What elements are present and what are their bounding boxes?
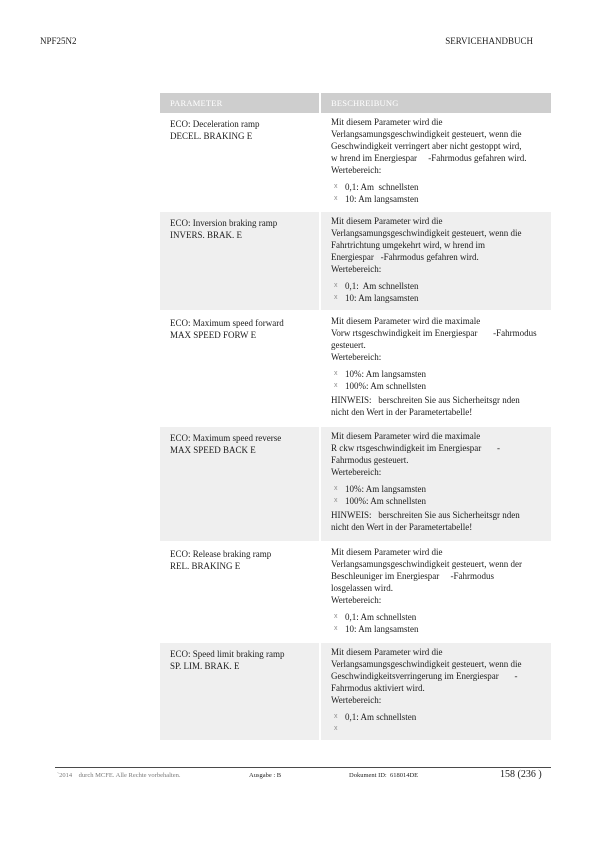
value-range-item: [331, 193, 545, 205]
safety-note: [331, 394, 545, 418]
safety-note: [331, 509, 545, 533]
description-line: Verlangsamungsgeschwindigkeit gesteuert, wenn die: [331, 228, 522, 238]
bullet-icon: x: [334, 282, 338, 289]
value-range-list: [331, 181, 545, 205]
column-header-parameter: PARAMETER: [160, 93, 319, 113]
description-line: Energiespar -Fahrmodus gefahren wird.: [331, 252, 479, 262]
footer-rule: [55, 767, 551, 768]
description-cell: [321, 427, 551, 541]
value-range-text: 10%: Am langsamsten: [345, 484, 426, 494]
parameter-cell: [160, 312, 319, 425]
value-range-item: [331, 623, 545, 635]
description-line: losgelassen wird.: [331, 583, 393, 593]
parameter-cell: [160, 427, 319, 541]
bullet-icon: x: [334, 183, 338, 190]
parameter-cell: [160, 643, 319, 740]
bullet-icon: x: [334, 725, 338, 732]
bullet-icon: x: [334, 294, 338, 301]
value-range-label: Wertebereich:: [331, 595, 382, 605]
value-range-item: [331, 368, 545, 380]
note-line: nicht den Wert in der Parametertabelle!: [331, 407, 473, 417]
table-row: [160, 427, 551, 541]
value-range-text: 0,1: Am schnellsten: [345, 612, 417, 622]
value-range-label: Wertebereich:: [331, 264, 382, 274]
value-range-item: [331, 181, 545, 193]
parameter-cell: [160, 543, 319, 641]
value-range-label: Wertebereich:: [331, 352, 382, 362]
description-line: Beschleuniger im Energiespar -Fahrmodus: [331, 571, 495, 581]
bullet-icon: x: [334, 485, 338, 492]
description-line: Geschwindigkeit verringert aber nicht gestoppt wird,: [331, 141, 522, 151]
bullet-icon: x: [334, 370, 338, 377]
description-line: Verlangsamungsgeschwindigkeit gesteuert, wenn der: [331, 559, 522, 569]
column-header-description: BESCHREIBUNG: [321, 93, 551, 113]
table-row: [160, 312, 551, 425]
value-range-text: 100%: Am schnellsten: [345, 381, 426, 391]
value-range-label: Wertebereich:: [331, 467, 382, 477]
note-line: HINWEIS: berschreiten Sie aus Sicherheitsgr nden: [331, 395, 520, 405]
description-line: Mit diesem Parameter wird die: [331, 547, 443, 557]
parameter-cell: [160, 113, 319, 210]
edition-label: Ausgabe : B: [249, 772, 282, 779]
parameter-name: ECO: Inversion braking ramp: [170, 218, 278, 228]
bullet-icon: x: [334, 195, 338, 202]
copyright-notice: `2014 durch MCFE. Alle Rechte vorbehalten.: [57, 772, 181, 779]
value-range-item: [331, 495, 545, 507]
value-range-text: 10: Am langsamsten: [345, 194, 419, 204]
value-range-text: 10%: Am langsamsten: [345, 369, 426, 379]
description-line: Mit diesem Parameter wird die: [331, 117, 443, 127]
value-range-text: 0,1: Am schnellsten: [345, 281, 419, 291]
parameter-table: [160, 93, 551, 740]
value-range-list: [331, 711, 545, 735]
description-line: Verlangsamungsgeschwindigkeit gesteuert, wenn die: [331, 129, 522, 139]
description-cell: [321, 312, 551, 425]
value-range-text: 100%: Am schnellsten: [345, 496, 426, 506]
value-range-item: [331, 723, 545, 735]
parameter-name: ECO: Maximum speed forward: [170, 318, 284, 328]
description-line: Fahrmodus aktiviert wird.: [331, 683, 425, 693]
value-range-item: [331, 711, 545, 723]
parameter-code: DECEL. BRAKING E: [170, 131, 253, 141]
description-line: Verlangsamungsgeschwindigkeit gesteuert, wenn die: [331, 659, 522, 669]
parameter-name: ECO: Maximum speed reverse: [170, 433, 282, 443]
parameter-code: REL. BRAKING E: [170, 561, 241, 571]
table-row: [160, 543, 551, 641]
description-line: Mit diesem Parameter wird die: [331, 647, 443, 657]
value-range-text: 10: Am langsamsten: [345, 293, 419, 303]
value-range-label: Wertebereich:: [331, 165, 382, 175]
value-range-item: [331, 280, 545, 292]
manual-title: SERVICEHANDBUCH: [445, 36, 533, 46]
bullet-icon: x: [334, 382, 338, 389]
description-cell: [321, 643, 551, 740]
table-row: [160, 212, 551, 310]
description-line: Fahrmodus gesteuert.: [331, 455, 409, 465]
value-range-list: [331, 611, 545, 635]
parameter-name: ECO: Speed limit braking ramp: [170, 649, 285, 659]
parameter-code: MAX SPEED BACK E: [170, 445, 256, 455]
bullet-icon: x: [334, 625, 338, 632]
description-cell: [321, 543, 551, 641]
description-line: gesteuert.: [331, 340, 366, 350]
description-line: Mit diesem Parameter wird die maximale: [331, 431, 481, 441]
document-id: Dokument ID: 618014DE: [349, 772, 419, 779]
note-line: HINWEIS: berschreiten Sie aus Sicherheitsgr nden: [331, 510, 520, 520]
value-range-item: [331, 611, 545, 623]
description-cell: [321, 212, 551, 310]
description-line: Mit diesem Parameter wird die: [331, 216, 443, 226]
parameter-cell: [160, 212, 319, 310]
value-range-item: [331, 380, 545, 392]
value-range-item: [331, 292, 545, 304]
table-row: [160, 643, 551, 740]
value-range-list: [331, 368, 545, 392]
value-range-list: [331, 483, 545, 507]
description-line: w hrend im Energiespar -Fahrmodus gefahren wird.: [331, 153, 527, 163]
note-line: nicht den Wert in der Parametertabelle!: [331, 522, 473, 532]
table-header-row: [160, 93, 551, 113]
description-line: Fahrtrichtung umgekehrt wird, w hrend im: [331, 240, 485, 250]
parameter-code: MAX SPEED FORW E: [170, 330, 257, 340]
description-line: Geschwindigkeitsverringerung im Energiespar -: [331, 671, 518, 681]
table-row: [160, 113, 551, 210]
value-range-text: 0,1: Am schnellsten: [345, 182, 419, 192]
parameter-code: SP. LIM. BRAK. E: [170, 661, 240, 671]
description-line: Vorw rtsgeschwindigkeit im Energiespar -Fahrmodus: [331, 328, 537, 338]
parameter-code: INVERS. BRAK. E: [170, 230, 243, 240]
parameter-name: ECO: Deceleration ramp: [170, 119, 260, 129]
bullet-icon: x: [334, 613, 338, 620]
bullet-icon: x: [334, 713, 338, 720]
value-range-list: [331, 280, 545, 304]
value-range-item: [331, 483, 545, 495]
description-line: Mit diesem Parameter wird die maximale: [331, 316, 481, 326]
document-model: NPF25N2: [40, 36, 77, 46]
parameter-name: ECO: Release braking ramp: [170, 549, 272, 559]
description-cell: [321, 113, 551, 210]
page-number: 158 (236 ): [500, 769, 542, 780]
bullet-icon: x: [334, 497, 338, 504]
value-range-text: 0,1: Am schnellsten: [345, 712, 417, 722]
value-range-text: 10: Am langsamsten: [345, 624, 419, 634]
description-line: R ckw rtsgeschwindigkeit im Energiespar -: [331, 443, 501, 453]
value-range-label: Wertebereich:: [331, 695, 382, 705]
